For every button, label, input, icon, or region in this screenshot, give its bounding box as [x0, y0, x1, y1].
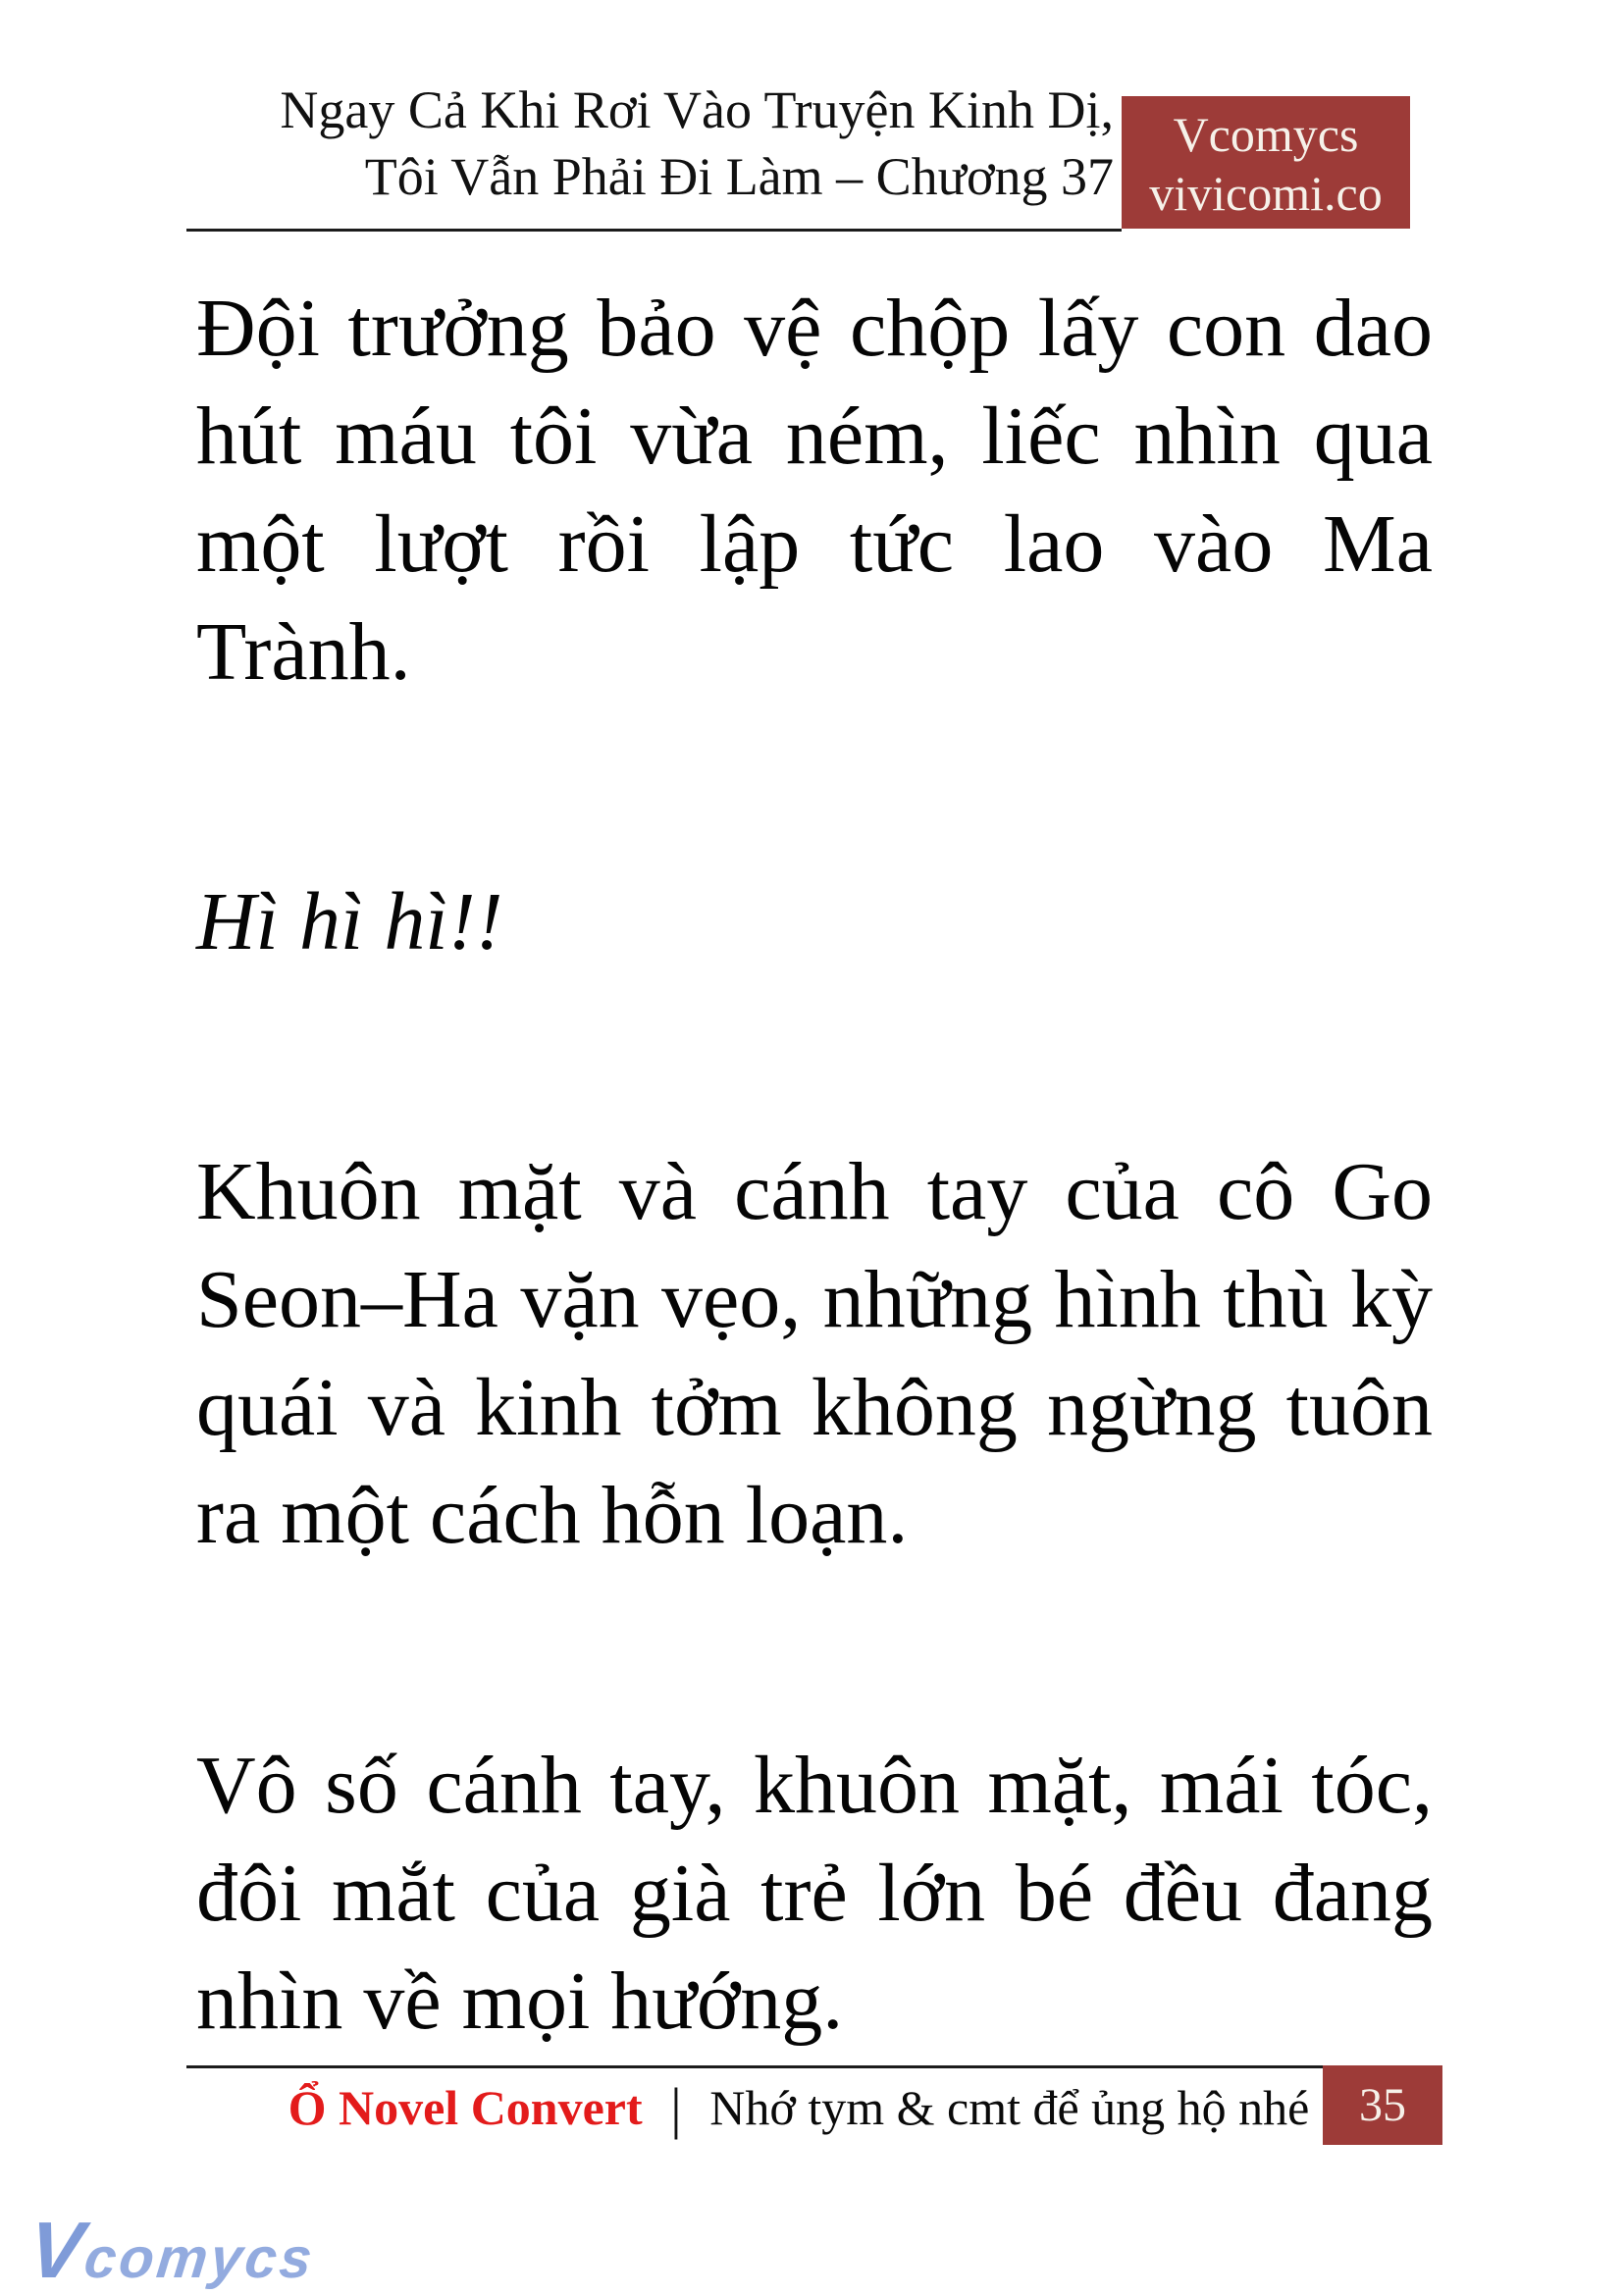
- vcomycs-logo: Vcomycs: [25, 2207, 318, 2295]
- text-line: nhìn về mọi hướng.: [196, 1956, 844, 2047]
- paragraph: [196, 1138, 1433, 1570]
- page-number-badge: 35: [1323, 2065, 1442, 2145]
- badge-site: vivicomi.co: [1149, 166, 1383, 221]
- text-line: một lượt rồi lập tức lao vào Ma: [196, 498, 1433, 590]
- header-title-line1: Ngay Cả Khi Rơi Vào Truyện Kinh Dị,: [280, 80, 1114, 139]
- vcomycs-badge: [1122, 96, 1410, 229]
- footer-note: Nhớ tym & cmt để ủng hộ nhé: [709, 2080, 1310, 2135]
- paragraph: [196, 1732, 1433, 2056]
- text-line: Vô số cánh tay, khuôn mặt, mái tóc,: [196, 1740, 1433, 1831]
- text-line: Seon–Ha vặn vẹo, những hình thù kỳ: [196, 1254, 1433, 1345]
- text-line: Trành.: [196, 606, 411, 698]
- text-line: Hì hì hì!!: [196, 876, 503, 967]
- footer-brand: Ổ Novel Convert: [288, 2080, 643, 2135]
- paragraph: [196, 275, 1433, 706]
- body-text: [196, 275, 1433, 2056]
- badge-brand: Vcomycs: [1173, 107, 1359, 162]
- footer-divider: [186, 2065, 1442, 2068]
- footer-separator: |: [670, 2076, 682, 2140]
- text-line: ra một cách hỗn loạn.: [196, 1470, 909, 1561]
- paragraph: [196, 868, 1433, 976]
- footer-text: [186, 2077, 1323, 2139]
- text-line: hút máu tôi vừa ném, liếc nhìn qua: [196, 391, 1433, 482]
- text-line: đôi mắt của già trẻ lớn bé đều đang: [196, 1848, 1433, 1939]
- text-line: Đội trưởng bảo vệ chộp lấy con dao: [196, 283, 1433, 374]
- header-divider: [186, 229, 1122, 232]
- text-line: quái và kinh tởm không ngừng tuôn: [196, 1362, 1433, 1453]
- text-line: Khuôn mặt và cánh tay của cô Go: [196, 1146, 1433, 1237]
- header-title-line2: Tôi Vẫn Phải Đi Làm – Chương 37: [364, 147, 1114, 206]
- page-header-title: [280, 77, 1114, 210]
